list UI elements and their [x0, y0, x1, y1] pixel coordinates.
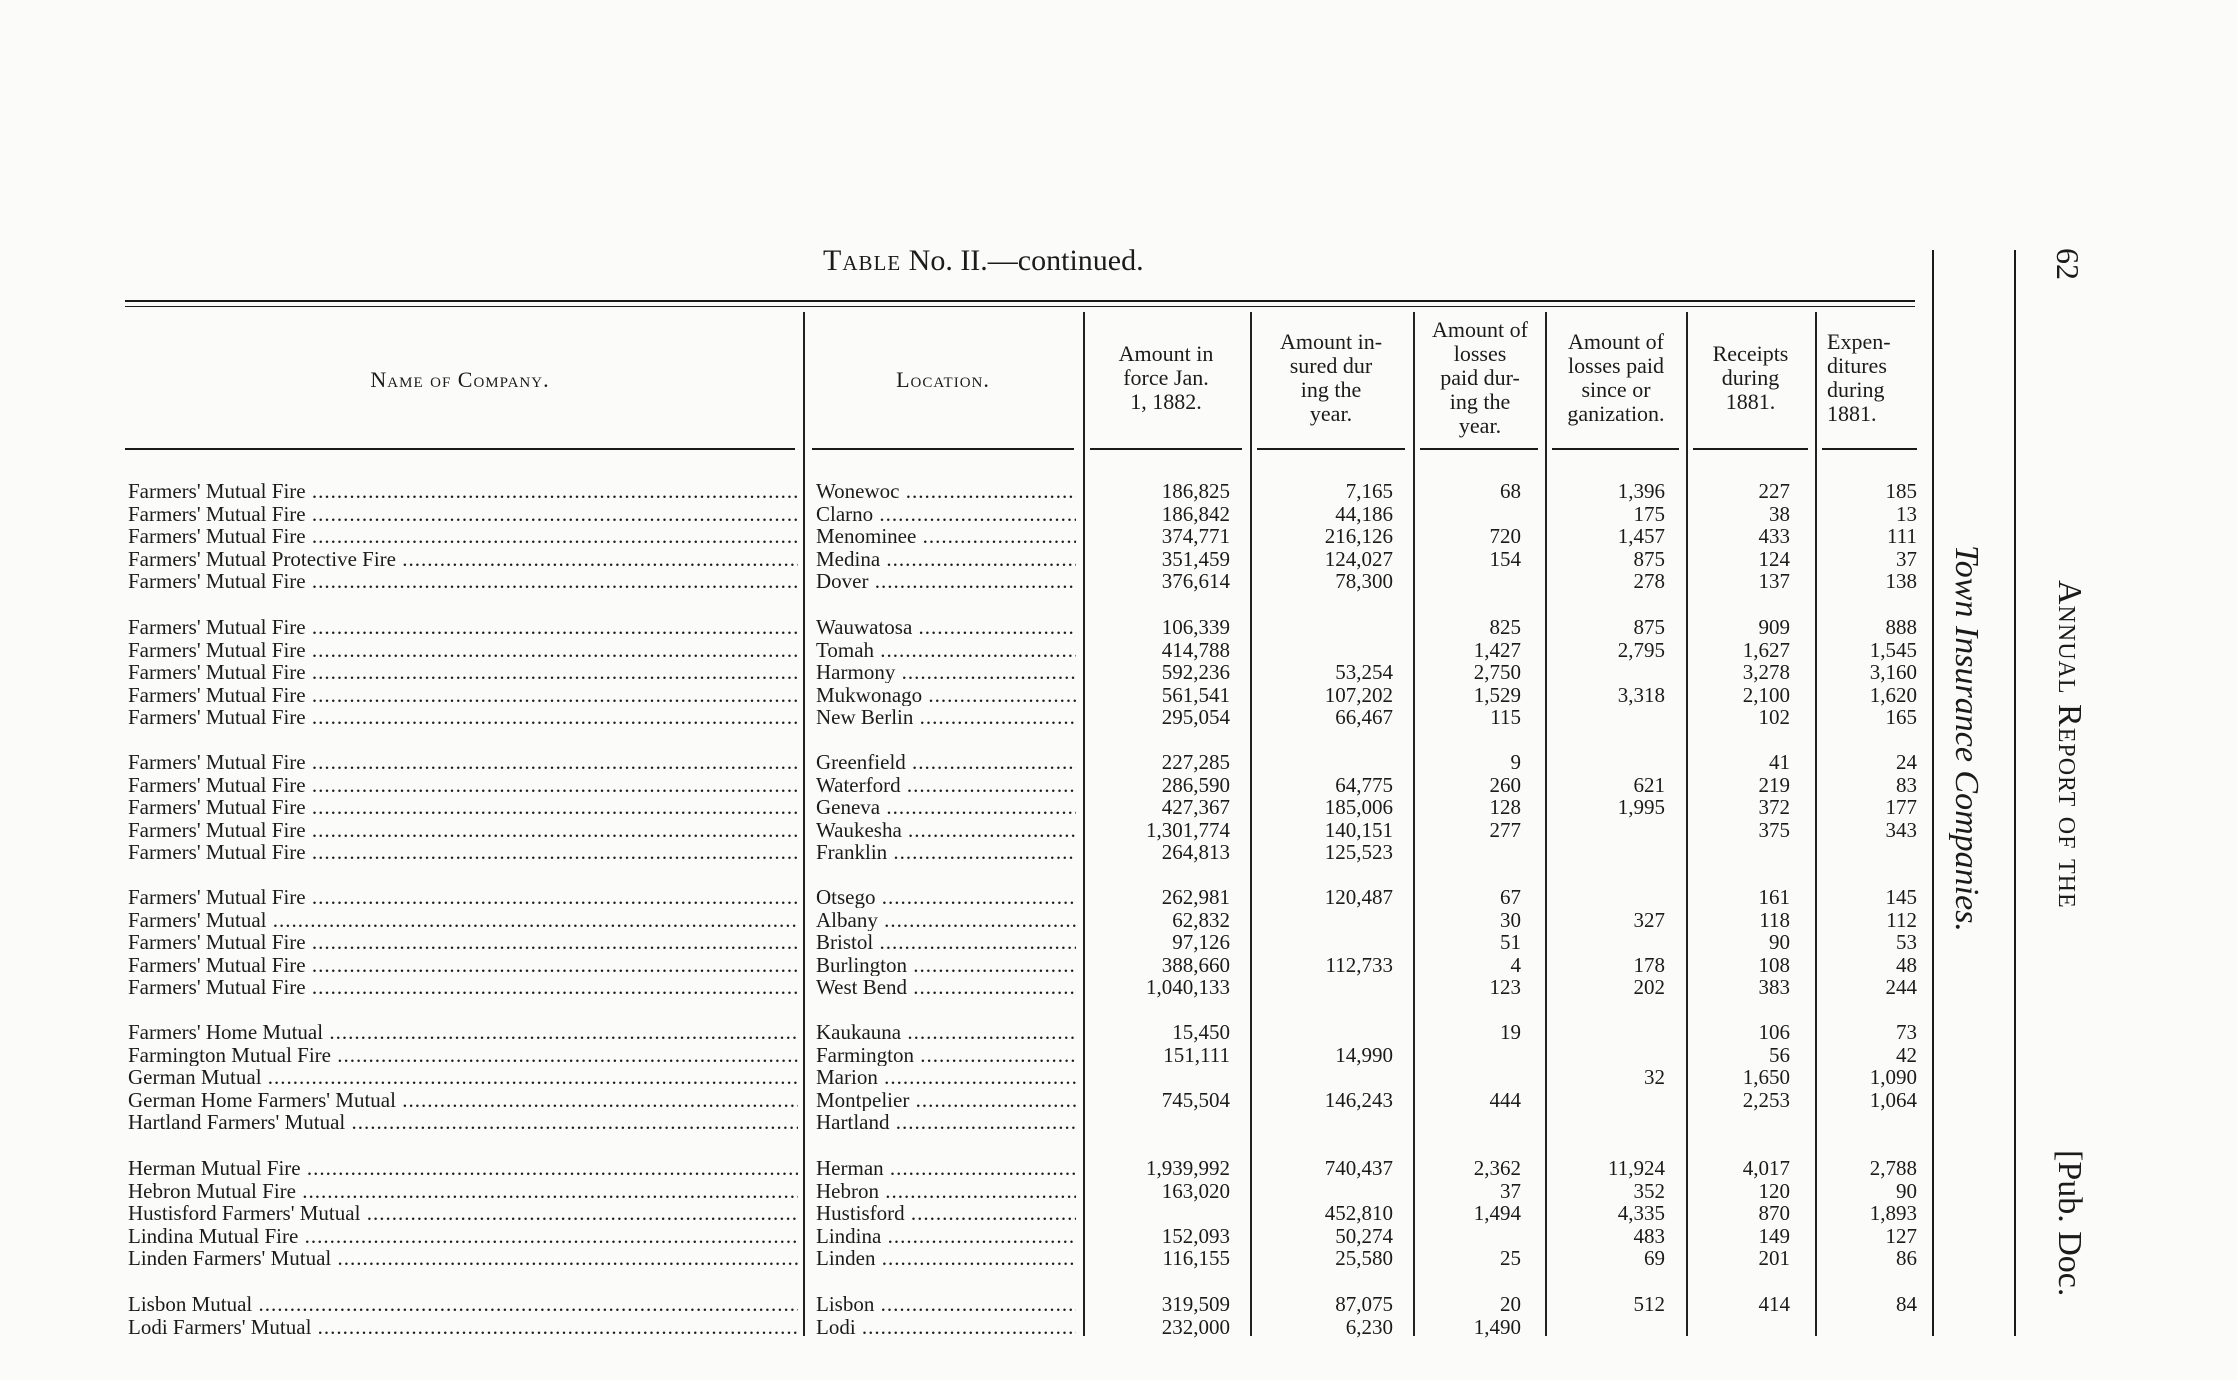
amount-insured: 146,243: [1324, 1087, 1393, 1112]
company-location: Menominee .....: [816, 525, 1076, 547]
company-name: Farmers' Mutual Fire .....: [128, 570, 798, 592]
table-row: [0, 751, 2237, 773]
losses-paid-since: 1,396: [1617, 479, 1665, 503]
company-location: Hebron .....: [816, 1180, 1076, 1202]
expenditures: 84: [1896, 1292, 1917, 1316]
expenditures: 1,545: [1869, 637, 1917, 662]
losses-paid-year: 20: [1500, 1292, 1521, 1316]
losses-paid-since: 4,335: [1617, 1201, 1665, 1226]
company-name: Farmers' Mutual Fire .....: [128, 525, 798, 547]
losses-paid-since: 327: [1633, 907, 1665, 932]
expenditures: 13: [1896, 501, 1917, 526]
amount-in-force: 1,939,992: [1146, 1156, 1230, 1180]
amount-in-force: 106,339: [1161, 615, 1230, 639]
losses-paid-year: 19: [1500, 1020, 1521, 1044]
table-row: [0, 1157, 2237, 1179]
company-name: Farmers' Mutual Fire .....: [128, 684, 798, 706]
amount-insured: 124,027: [1324, 546, 1393, 571]
amount-in-force: 374,771: [1161, 524, 1230, 549]
table-row: [0, 796, 2237, 818]
page-number: 62: [2050, 248, 2086, 280]
receipts: 433: [1758, 524, 1790, 549]
col-header-location: Location.: [896, 367, 990, 392]
table-row: [0, 661, 2237, 683]
amount-insured: 140,151: [1324, 817, 1393, 842]
company-location: New Berlin .....: [816, 706, 1076, 728]
receipts: 102: [1758, 705, 1790, 730]
expenditures: 111: [1887, 524, 1917, 549]
amount-in-force: 97,126: [1172, 930, 1230, 955]
company-location: Tomah .....: [816, 639, 1076, 661]
header-rule-insured: [1257, 448, 1405, 450]
losses-paid-since: 875: [1633, 615, 1665, 639]
losses-paid-year: 1,427: [1473, 637, 1521, 662]
expenditures: 53: [1896, 930, 1917, 955]
title-prefix: Table: [823, 244, 902, 277]
col-header-expenditures: Expen- ditures during 1881.: [1827, 329, 1891, 426]
company-name: Farmers' Mutual Protective Fire .....: [128, 548, 798, 570]
losses-paid-year: 9: [1510, 750, 1521, 774]
company-location: Marion .....: [816, 1066, 1076, 1088]
losses-paid-year: 2,750: [1473, 660, 1521, 685]
expenditures: 1,620: [1869, 682, 1917, 707]
losses-paid-since: 69: [1644, 1246, 1665, 1271]
receipts: 870: [1758, 1201, 1790, 1226]
table-row: [0, 684, 2237, 706]
losses-paid-since: 3,318: [1617, 682, 1665, 707]
col-header-amount-in-force: Amount in force Jan. 1, 1882.: [1118, 341, 1214, 414]
col-header-losses-paid-since: Amount of losses paid since or ganization.: [1567, 329, 1665, 426]
amount-in-force: 264,813: [1161, 840, 1230, 865]
amount-in-force: 376,614: [1161, 569, 1230, 594]
expenditures: 42: [1896, 1042, 1917, 1067]
receipts: 414: [1758, 1292, 1790, 1316]
losses-paid-year: 154: [1489, 546, 1521, 571]
receipts: 124: [1758, 546, 1790, 571]
company-location: Medina .....: [816, 548, 1076, 570]
expenditures: 165: [1885, 705, 1917, 730]
company-name: Hebron Mutual Fire .....: [128, 1180, 798, 1202]
amount-in-force: 295,054: [1161, 705, 1230, 730]
amount-in-force: 227,285: [1161, 750, 1230, 774]
table-row: [0, 1293, 2237, 1315]
expenditures: 24: [1896, 750, 1917, 774]
table-row: [0, 706, 2237, 728]
company-location: Clarno .....: [816, 503, 1076, 525]
table-row: [0, 1180, 2237, 1202]
company-location: Otsego .....: [816, 886, 1076, 908]
top-rule-thin: [125, 306, 1915, 307]
receipts: 909: [1758, 615, 1790, 639]
company-location: Farmington .....: [816, 1044, 1076, 1066]
amount-in-force: 745,504: [1161, 1087, 1230, 1112]
table-row: [0, 954, 2237, 976]
receipts: 1,650: [1742, 1065, 1790, 1090]
receipts: 2,100: [1742, 682, 1790, 707]
col-header-name: Name of Company.: [370, 367, 550, 392]
losses-paid-year: 444: [1489, 1087, 1521, 1112]
losses-paid-year: 68: [1500, 479, 1521, 503]
company-name: Farmers' Mutual Fire .....: [128, 796, 798, 818]
losses-paid-since: 483: [1633, 1223, 1665, 1248]
company-location: Dover .....: [816, 570, 1076, 592]
company-location: Lodi .....: [816, 1316, 1076, 1338]
amount-in-force: 1,301,774: [1146, 817, 1230, 842]
amount-in-force: 152,093: [1161, 1223, 1230, 1248]
amount-in-force: 592,236: [1161, 660, 1230, 685]
company-name: Farmers' Mutual Fire .....: [128, 954, 798, 976]
table-row: [0, 1202, 2237, 1224]
losses-paid-year: 260: [1489, 772, 1521, 797]
expenditures: 73: [1896, 1020, 1917, 1044]
losses-paid-year: 1,494: [1473, 1201, 1521, 1226]
company-location: Burlington .....: [816, 954, 1076, 976]
amount-insured: 216,126: [1324, 524, 1393, 549]
company-location: Wauwatosa .....: [816, 616, 1076, 638]
losses-paid-since: 875: [1633, 546, 1665, 571]
expenditures: 127: [1885, 1223, 1917, 1248]
company-location: Franklin .....: [816, 841, 1076, 863]
table-row: [0, 525, 2237, 547]
company-name: Linden Farmers' Mutual .....: [128, 1247, 798, 1269]
amount-insured: 53,254: [1335, 660, 1393, 685]
company-location: Albany .....: [816, 909, 1076, 931]
table-row: [0, 1044, 2237, 1066]
company-location: Montpelier .....: [816, 1089, 1076, 1111]
losses-paid-since: 1,995: [1617, 795, 1665, 820]
company-location: Waterford .....: [816, 774, 1076, 796]
side-subtitle: Town Insurance Companies.: [1948, 545, 1985, 932]
company-name: Farmers' Mutual Fire .....: [128, 976, 798, 998]
table-row: [0, 548, 2237, 570]
expenditures: 90: [1896, 1178, 1917, 1203]
amount-in-force: 351,459: [1161, 546, 1230, 571]
amount-insured: 44,186: [1335, 501, 1393, 526]
company-location: Wonewoc .....: [816, 480, 1076, 502]
losses-paid-since: 2,795: [1617, 637, 1665, 662]
header-rule-losses-year: [1420, 448, 1538, 450]
amount-in-force: 286,590: [1161, 772, 1230, 797]
header-rule-expenditures: [1822, 448, 1917, 450]
company-location: West Bend .....: [816, 976, 1076, 998]
receipts: 137: [1758, 569, 1790, 594]
losses-paid-since: 202: [1633, 975, 1665, 1000]
losses-paid-year: 825: [1489, 615, 1521, 639]
company-location: Kaukauna .....: [816, 1021, 1076, 1043]
amount-in-force: 163,020: [1161, 1178, 1230, 1203]
table-row: [0, 931, 2237, 953]
receipts: 375: [1758, 817, 1790, 842]
col-header-amount-insured: Amount in- sured dur ing the year.: [1279, 329, 1383, 426]
receipts: 38: [1769, 501, 1790, 526]
company-name: Hustisford Farmers' Mutual .....: [128, 1202, 798, 1224]
losses-paid-year: 128: [1489, 795, 1521, 820]
amount-insured: 64,775: [1335, 772, 1393, 797]
losses-paid-year: 2,362: [1473, 1156, 1521, 1180]
table-row: [0, 1089, 2237, 1111]
table-row: [0, 1316, 2237, 1338]
company-location: Linden .....: [816, 1247, 1076, 1269]
company-name: Farmers' Mutual Fire .....: [128, 661, 798, 683]
losses-paid-year: 277: [1489, 817, 1521, 842]
company-location: Bristol .....: [816, 931, 1076, 953]
company-name: Farmers' Mutual Fire .....: [128, 886, 798, 908]
amount-insured: 7,165: [1345, 479, 1393, 503]
expenditures: 185: [1885, 479, 1917, 503]
losses-paid-year: 30: [1500, 907, 1521, 932]
amount-insured: 6,230: [1345, 1314, 1393, 1339]
company-name: Farmington Mutual Fire .....: [128, 1044, 798, 1066]
table-row: [0, 886, 2237, 908]
expenditures: 888: [1885, 615, 1917, 639]
company-name: German Home Farmers' Mutual .....: [128, 1089, 798, 1111]
losses-paid-year: 1,490: [1473, 1314, 1521, 1339]
amount-in-force: 186,842: [1161, 501, 1230, 526]
receipts: 372: [1758, 795, 1790, 820]
title-rest: No. II.—continued.: [908, 244, 1144, 277]
side-title: Annual Report of the: [2051, 580, 2088, 909]
company-location: Mukwonago .....: [816, 684, 1076, 706]
losses-paid-year: 51: [1500, 930, 1521, 955]
pub-doc-label: [Pub. Doc.: [2051, 1150, 2088, 1297]
expenditures: 138: [1885, 569, 1917, 594]
losses-paid-since: 11,924: [1608, 1156, 1665, 1180]
receipts: 41: [1769, 750, 1790, 774]
company-name: German Mutual .....: [128, 1066, 798, 1088]
expenditures: 1,893: [1869, 1201, 1917, 1226]
expenditures: 37: [1896, 546, 1917, 571]
losses-paid-since: 178: [1633, 952, 1665, 977]
col-header-losses-paid-year: Amount of losses paid dur- ing the year.: [1432, 317, 1528, 438]
receipts: 4,017: [1742, 1156, 1790, 1180]
expenditures: 177: [1885, 795, 1917, 820]
company-location: Herman .....: [816, 1157, 1076, 1179]
company-name: Lodi Farmers' Mutual .....: [128, 1316, 798, 1338]
table-row: [0, 616, 2237, 638]
company-name: Farmers' Mutual Fire .....: [128, 931, 798, 953]
company-name: Farmers' Mutual .....: [128, 909, 798, 931]
company-name: Farmers' Home Mutual .....: [128, 1021, 798, 1043]
header-rule-in-force: [1090, 448, 1242, 450]
table-row: [0, 639, 2237, 661]
losses-paid-since: 1,457: [1617, 524, 1665, 549]
expenditures: 83: [1896, 772, 1917, 797]
amount-in-force: 561,541: [1161, 682, 1230, 707]
losses-paid-since: 352: [1633, 1178, 1665, 1203]
company-location: Waukesha .....: [816, 819, 1076, 841]
company-location: Lisbon .....: [816, 1293, 1076, 1315]
receipts: 161: [1758, 885, 1790, 909]
header-rule-name: [125, 448, 795, 450]
amount-insured: 25,580: [1335, 1246, 1393, 1271]
company-location: Geneva .....: [816, 796, 1076, 818]
amount-insured: 50,274: [1335, 1223, 1393, 1248]
amount-in-force: 414,788: [1161, 637, 1230, 662]
expenditures: 3,160: [1869, 660, 1917, 685]
company-name: Lisbon Mutual .....: [128, 1293, 798, 1315]
losses-paid-year: 37: [1500, 1178, 1521, 1203]
expenditures: 244: [1885, 975, 1917, 1000]
company-name: Farmers' Mutual Fire .....: [128, 503, 798, 525]
receipts: 1,627: [1742, 637, 1790, 662]
expenditures: 1,064: [1869, 1087, 1917, 1112]
expenditures: 2,788: [1869, 1156, 1917, 1180]
losses-paid-since: 512: [1633, 1292, 1665, 1316]
table-row: [0, 819, 2237, 841]
receipts: 106: [1758, 1020, 1790, 1044]
company-location: Greenfield .....: [816, 751, 1076, 773]
top-rule-thick: [125, 300, 1915, 302]
company-name: Farmers' Mutual Fire .....: [128, 774, 798, 796]
amount-insured: 120,487: [1324, 885, 1393, 909]
receipts: 120: [1758, 1178, 1790, 1203]
company-location: Hustisford .....: [816, 1202, 1076, 1224]
receipts: 219: [1758, 772, 1790, 797]
receipts: 149: [1758, 1223, 1790, 1248]
amount-in-force: 116,155: [1162, 1246, 1230, 1271]
losses-paid-year: 115: [1490, 705, 1521, 730]
company-name: Farmers' Mutual Fire .....: [128, 751, 798, 773]
amount-insured: 78,300: [1335, 569, 1393, 594]
header-rule-losses-since: [1552, 448, 1679, 450]
expenditures: 145: [1885, 885, 1917, 909]
company-name: Farmers' Mutual Fire .....: [128, 706, 798, 728]
receipts: 3,278: [1742, 660, 1790, 685]
expenditures: 86: [1896, 1246, 1917, 1271]
amount-insured: 87,075: [1335, 1292, 1393, 1316]
table-title: [823, 244, 1223, 278]
table-row: [0, 480, 2237, 502]
amount-insured: 112,733: [1325, 952, 1393, 977]
expenditures: 48: [1896, 952, 1917, 977]
amount-insured: 740,437: [1324, 1156, 1393, 1180]
losses-paid-year: 4: [1510, 952, 1521, 977]
table-row: [0, 909, 2237, 931]
amount-insured: 452,810: [1324, 1201, 1393, 1226]
amount-in-force: 62,832: [1172, 907, 1230, 932]
company-name: Hartland Farmers' Mutual .....: [128, 1111, 798, 1133]
table-row: [0, 841, 2237, 863]
company-name: Farmers' Mutual Fire .....: [128, 639, 798, 661]
receipts: 118: [1759, 907, 1790, 932]
receipts: 56: [1769, 1042, 1790, 1067]
amount-insured: 185,006: [1324, 795, 1393, 820]
amount-in-force: 427,367: [1161, 795, 1230, 820]
header-rule-location: [812, 448, 1074, 450]
table-row: [0, 976, 2237, 998]
losses-paid-year: 720: [1489, 524, 1521, 549]
table-row: [0, 1021, 2237, 1043]
company-name: Farmers' Mutual Fire .....: [128, 819, 798, 841]
col-header-receipts: Receipts during 1881.: [1712, 341, 1789, 414]
amount-insured: 14,990: [1335, 1042, 1393, 1067]
losses-paid-year: 123: [1489, 975, 1521, 1000]
amount-insured: 125,523: [1324, 840, 1393, 865]
receipts: 201: [1758, 1246, 1790, 1271]
losses-paid-since: 621: [1633, 772, 1665, 797]
company-location: Lindina .....: [816, 1225, 1076, 1247]
amount-in-force: 388,660: [1161, 952, 1230, 977]
losses-paid-year: 25: [1500, 1246, 1521, 1271]
table-row: [0, 570, 2237, 592]
company-name: Lindina Mutual Fire .....: [128, 1225, 798, 1247]
company-name: Farmers' Mutual Fire .....: [128, 616, 798, 638]
losses-paid-year: 67: [1500, 885, 1521, 909]
table-row: [0, 774, 2237, 796]
losses-paid-since: 32: [1644, 1065, 1665, 1090]
receipts: 383: [1758, 975, 1790, 1000]
table-row: [0, 1066, 2237, 1088]
losses-paid-year: 1,529: [1473, 682, 1521, 707]
expenditures: 112: [1886, 907, 1917, 932]
expenditures: 343: [1885, 817, 1917, 842]
losses-paid-since: 278: [1633, 569, 1665, 594]
company-location: Harmony .....: [816, 661, 1076, 683]
company-name: Herman Mutual Fire .....: [128, 1157, 798, 1179]
amount-in-force: 15,450: [1172, 1020, 1230, 1044]
table-row: [0, 1111, 2237, 1133]
table-row: [0, 503, 2237, 525]
amount-in-force: 186,825: [1161, 479, 1230, 503]
amount-insured: 107,202: [1324, 682, 1393, 707]
expenditures: 1,090: [1869, 1065, 1917, 1090]
company-name: Farmers' Mutual Fire .....: [128, 480, 798, 502]
receipts: 90: [1769, 930, 1790, 955]
company-name: Farmers' Mutual Fire .....: [128, 841, 798, 863]
company-location: Hartland .....: [816, 1111, 1076, 1133]
amount-in-force: 151,111: [1163, 1042, 1230, 1067]
receipts: 227: [1758, 479, 1790, 503]
amount-in-force: 1,040,133: [1146, 975, 1230, 1000]
header-rule-receipts: [1693, 448, 1808, 450]
amount-in-force: 232,000: [1161, 1314, 1230, 1339]
receipts: 2,253: [1742, 1087, 1790, 1112]
amount-in-force: 319,509: [1161, 1292, 1230, 1316]
receipts: 108: [1758, 952, 1790, 977]
amount-in-force: 262,981: [1161, 885, 1230, 909]
table-row: [0, 1247, 2237, 1269]
table-row: [0, 1225, 2237, 1247]
amount-insured: 66,467: [1335, 705, 1393, 730]
losses-paid-since: 175: [1633, 501, 1665, 526]
